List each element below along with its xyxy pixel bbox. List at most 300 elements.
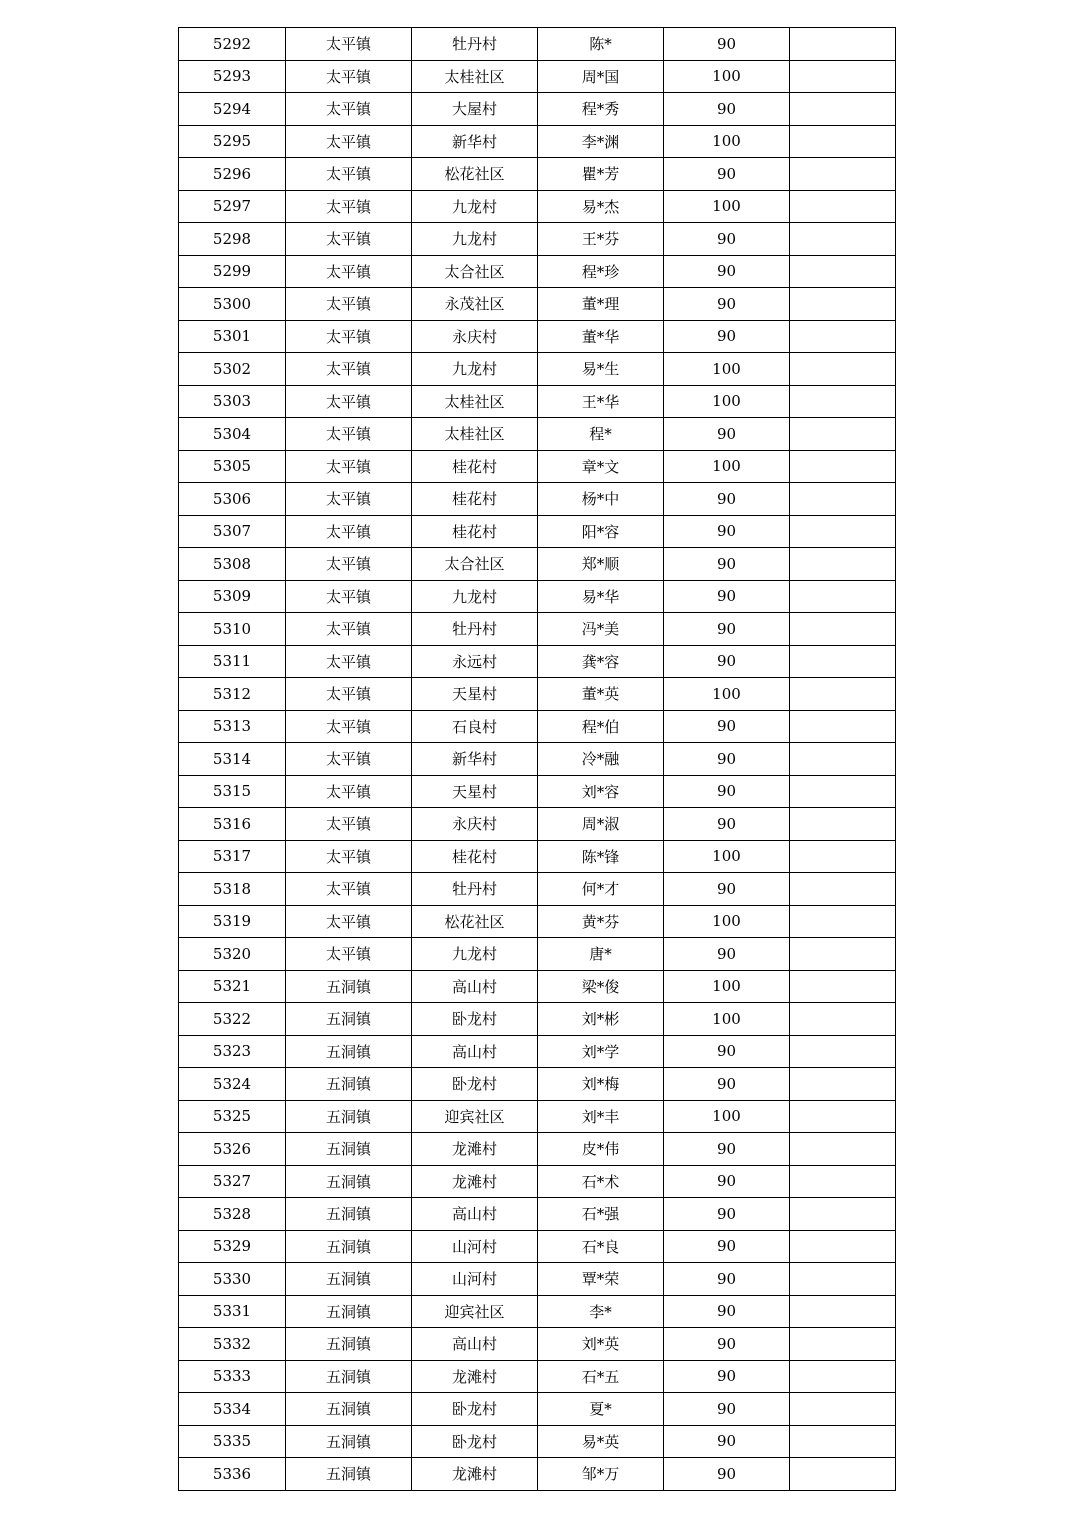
amount-cell: 90 <box>664 580 790 613</box>
amount-cell: 90 <box>664 873 790 906</box>
amount-cell: 90 <box>664 255 790 288</box>
amount-cell: 90 <box>664 1133 790 1166</box>
serial-number-cell: 5297 <box>179 190 286 223</box>
amount-cell: 90 <box>664 320 790 353</box>
town-cell: 太平镇 <box>286 28 412 61</box>
table-row <box>179 970 896 1003</box>
serial-number-cell: 5330 <box>179 1263 286 1296</box>
table-row <box>179 28 896 61</box>
serial-number-cell: 5324 <box>179 1068 286 1101</box>
remark-cell <box>790 1360 896 1393</box>
serial-number-cell: 5296 <box>179 158 286 191</box>
town-cell: 太平镇 <box>286 613 412 646</box>
remark-cell <box>790 1068 896 1101</box>
town-cell: 太平镇 <box>286 158 412 191</box>
name-cell: 梁*俊 <box>538 970 664 1003</box>
amount-cell: 90 <box>664 938 790 971</box>
amount-cell: 90 <box>664 1360 790 1393</box>
village-cell: 龙滩村 <box>412 1165 538 1198</box>
remark-cell <box>790 1198 896 1231</box>
table-row <box>179 288 896 321</box>
town-cell: 五洞镇 <box>286 1328 412 1361</box>
remark-cell <box>790 1133 896 1166</box>
serial-number-cell: 5323 <box>179 1035 286 1068</box>
amount-cell: 90 <box>664 515 790 548</box>
serial-number-cell: 5312 <box>179 678 286 711</box>
town-cell: 太平镇 <box>286 840 412 873</box>
town-cell: 太平镇 <box>286 645 412 678</box>
village-cell: 桂花村 <box>412 515 538 548</box>
village-cell: 永远村 <box>412 645 538 678</box>
remark-cell <box>790 613 896 646</box>
amount-cell: 90 <box>664 1068 790 1101</box>
town-cell: 太平镇 <box>286 93 412 126</box>
serial-number-cell: 5336 <box>179 1458 286 1491</box>
town-cell: 太平镇 <box>286 873 412 906</box>
village-cell: 高山村 <box>412 970 538 1003</box>
name-cell: 刘*容 <box>538 775 664 808</box>
table-row <box>179 678 896 711</box>
remark-cell <box>790 353 896 386</box>
remark-cell <box>790 1458 896 1491</box>
remark-cell <box>790 580 896 613</box>
remark-cell <box>790 483 896 516</box>
table-body <box>179 28 896 1491</box>
amount-cell: 90 <box>664 1035 790 1068</box>
town-cell: 五洞镇 <box>286 1295 412 1328</box>
town-cell: 太平镇 <box>286 320 412 353</box>
village-cell: 牡丹村 <box>412 613 538 646</box>
town-cell: 太平镇 <box>286 580 412 613</box>
name-cell: 易*英 <box>538 1425 664 1458</box>
amount-cell: 90 <box>664 548 790 581</box>
name-cell: 周*淑 <box>538 808 664 841</box>
remark-cell <box>790 775 896 808</box>
table-row <box>179 938 896 971</box>
name-cell: 刘*英 <box>538 1328 664 1361</box>
serial-number-cell: 5327 <box>179 1165 286 1198</box>
amount-cell: 90 <box>664 775 790 808</box>
village-cell: 天星村 <box>412 775 538 808</box>
name-cell: 郑*顺 <box>538 548 664 581</box>
amount-cell: 90 <box>664 1165 790 1198</box>
amount-cell: 90 <box>664 1230 790 1263</box>
amount-cell: 90 <box>664 1328 790 1361</box>
remark-cell <box>790 1263 896 1296</box>
town-cell: 五洞镇 <box>286 1068 412 1101</box>
amount-cell: 100 <box>664 450 790 483</box>
village-cell: 山河村 <box>412 1263 538 1296</box>
table-row <box>179 93 896 126</box>
amount-cell: 100 <box>664 125 790 158</box>
data-table <box>178 27 896 1491</box>
town-cell: 太平镇 <box>286 190 412 223</box>
table-row <box>179 580 896 613</box>
table-row <box>179 1263 896 1296</box>
table-row <box>179 840 896 873</box>
serial-number-cell: 5304 <box>179 418 286 451</box>
name-cell: 程*珍 <box>538 255 664 288</box>
amount-cell: 90 <box>664 1198 790 1231</box>
remark-cell <box>790 450 896 483</box>
remark-cell <box>790 678 896 711</box>
name-cell: 冷*融 <box>538 743 664 776</box>
remark-cell <box>790 808 896 841</box>
serial-number-cell: 5303 <box>179 385 286 418</box>
table-row <box>179 1100 896 1133</box>
name-cell: 夏* <box>538 1393 664 1426</box>
serial-number-cell: 5317 <box>179 840 286 873</box>
town-cell: 太平镇 <box>286 223 412 256</box>
town-cell: 太平镇 <box>286 450 412 483</box>
table-row <box>179 483 896 516</box>
town-cell: 五洞镇 <box>286 1003 412 1036</box>
amount-cell: 100 <box>664 190 790 223</box>
remark-cell <box>790 1295 896 1328</box>
name-cell: 程*伯 <box>538 710 664 743</box>
village-cell: 桂花村 <box>412 450 538 483</box>
table-row <box>179 775 896 808</box>
village-cell: 迎宾社区 <box>412 1100 538 1133</box>
table-row <box>179 353 896 386</box>
amount-cell: 90 <box>664 223 790 256</box>
town-cell: 太平镇 <box>286 743 412 776</box>
village-cell: 石良村 <box>412 710 538 743</box>
name-cell: 李* <box>538 1295 664 1328</box>
town-cell: 五洞镇 <box>286 1230 412 1263</box>
town-cell: 太平镇 <box>286 418 412 451</box>
table-row <box>179 905 896 938</box>
name-cell: 黄*芬 <box>538 905 664 938</box>
town-cell: 五洞镇 <box>286 1263 412 1296</box>
serial-number-cell: 5314 <box>179 743 286 776</box>
village-cell: 永庆村 <box>412 808 538 841</box>
village-cell: 卧龙村 <box>412 1393 538 1426</box>
table-row <box>179 418 896 451</box>
village-cell: 牡丹村 <box>412 873 538 906</box>
amount-cell: 100 <box>664 840 790 873</box>
serial-number-cell: 5302 <box>179 353 286 386</box>
amount-cell: 100 <box>664 1003 790 1036</box>
town-cell: 太平镇 <box>286 255 412 288</box>
table-row <box>179 1458 896 1491</box>
table-row <box>179 1035 896 1068</box>
town-cell: 太平镇 <box>286 905 412 938</box>
amount-cell: 100 <box>664 1100 790 1133</box>
table-row <box>179 450 896 483</box>
amount-cell: 100 <box>664 678 790 711</box>
serial-number-cell: 5320 <box>179 938 286 971</box>
amount-cell: 90 <box>664 28 790 61</box>
serial-number-cell: 5293 <box>179 60 286 93</box>
table-row <box>179 320 896 353</box>
serial-number-cell: 5308 <box>179 548 286 581</box>
name-cell: 程* <box>538 418 664 451</box>
name-cell: 周*国 <box>538 60 664 93</box>
village-cell: 太桂社区 <box>412 385 538 418</box>
remark-cell <box>790 710 896 743</box>
name-cell: 石*良 <box>538 1230 664 1263</box>
village-cell: 迎宾社区 <box>412 1295 538 1328</box>
table-row <box>179 1328 896 1361</box>
remark-cell <box>790 125 896 158</box>
amount-cell: 100 <box>664 385 790 418</box>
name-cell: 杨*中 <box>538 483 664 516</box>
serial-number-cell: 5322 <box>179 1003 286 1036</box>
amount-cell: 90 <box>664 1295 790 1328</box>
remark-cell <box>790 905 896 938</box>
town-cell: 太平镇 <box>286 385 412 418</box>
name-cell: 易*华 <box>538 580 664 613</box>
name-cell: 刘*学 <box>538 1035 664 1068</box>
town-cell: 五洞镇 <box>286 1100 412 1133</box>
remark-cell <box>790 288 896 321</box>
amount-cell: 90 <box>664 288 790 321</box>
amount-cell: 90 <box>664 483 790 516</box>
amount-cell: 100 <box>664 970 790 1003</box>
serial-number-cell: 5298 <box>179 223 286 256</box>
remark-cell <box>790 1100 896 1133</box>
name-cell: 王*芬 <box>538 223 664 256</box>
village-cell: 太合社区 <box>412 548 538 581</box>
serial-number-cell: 5300 <box>179 288 286 321</box>
remark-cell <box>790 970 896 1003</box>
town-cell: 太平镇 <box>286 353 412 386</box>
table-row <box>179 808 896 841</box>
name-cell: 覃*荣 <box>538 1263 664 1296</box>
name-cell: 刘*梅 <box>538 1068 664 1101</box>
village-cell: 大屋村 <box>412 93 538 126</box>
village-cell: 卧龙村 <box>412 1425 538 1458</box>
town-cell: 五洞镇 <box>286 1360 412 1393</box>
serial-number-cell: 5306 <box>179 483 286 516</box>
village-cell: 太桂社区 <box>412 418 538 451</box>
serial-number-cell: 5309 <box>179 580 286 613</box>
table-row <box>179 743 896 776</box>
serial-number-cell: 5319 <box>179 905 286 938</box>
remark-cell <box>790 1230 896 1263</box>
amount-cell: 90 <box>664 1425 790 1458</box>
amount-cell: 90 <box>664 808 790 841</box>
table-row <box>179 515 896 548</box>
remark-cell <box>790 93 896 126</box>
village-cell: 九龙村 <box>412 223 538 256</box>
village-cell: 松花社区 <box>412 158 538 191</box>
village-cell: 山河村 <box>412 1230 538 1263</box>
table-row <box>179 710 896 743</box>
serial-number-cell: 5315 <box>179 775 286 808</box>
name-cell: 皮*伟 <box>538 1133 664 1166</box>
serial-number-cell: 5326 <box>179 1133 286 1166</box>
name-cell: 董*华 <box>538 320 664 353</box>
remark-cell <box>790 743 896 776</box>
table-row <box>179 1360 896 1393</box>
amount-cell: 90 <box>664 1263 790 1296</box>
serial-number-cell: 5310 <box>179 613 286 646</box>
name-cell: 陈*锋 <box>538 840 664 873</box>
amount-cell: 90 <box>664 613 790 646</box>
name-cell: 程*秀 <box>538 93 664 126</box>
remark-cell <box>790 1425 896 1458</box>
amount-cell: 90 <box>664 645 790 678</box>
table-row <box>179 1295 896 1328</box>
remark-cell <box>790 515 896 548</box>
table-row <box>179 1165 896 1198</box>
serial-number-cell: 5331 <box>179 1295 286 1328</box>
remark-cell <box>790 645 896 678</box>
remark-cell <box>790 938 896 971</box>
remark-cell <box>790 1328 896 1361</box>
amount-cell: 90 <box>664 743 790 776</box>
name-cell: 章*文 <box>538 450 664 483</box>
name-cell: 易*杰 <box>538 190 664 223</box>
table-row <box>179 1068 896 1101</box>
table-row <box>179 158 896 191</box>
town-cell: 太平镇 <box>286 125 412 158</box>
table-row <box>179 1198 896 1231</box>
town-cell: 五洞镇 <box>286 1425 412 1458</box>
village-cell: 天星村 <box>412 678 538 711</box>
name-cell: 刘*彬 <box>538 1003 664 1036</box>
village-cell: 龙滩村 <box>412 1133 538 1166</box>
village-cell: 龙滩村 <box>412 1360 538 1393</box>
table-row <box>179 1393 896 1426</box>
village-cell: 太桂社区 <box>412 60 538 93</box>
town-cell: 太平镇 <box>286 288 412 321</box>
table-row <box>179 548 896 581</box>
serial-number-cell: 5295 <box>179 125 286 158</box>
serial-number-cell: 5299 <box>179 255 286 288</box>
name-cell: 何*才 <box>538 873 664 906</box>
table-row <box>179 385 896 418</box>
name-cell: 刘*丰 <box>538 1100 664 1133</box>
remark-cell <box>790 1165 896 1198</box>
amount-cell: 100 <box>664 60 790 93</box>
village-cell: 太合社区 <box>412 255 538 288</box>
town-cell: 太平镇 <box>286 678 412 711</box>
town-cell: 太平镇 <box>286 775 412 808</box>
remark-cell <box>790 1393 896 1426</box>
serial-number-cell: 5292 <box>179 28 286 61</box>
town-cell: 五洞镇 <box>286 970 412 1003</box>
village-cell: 高山村 <box>412 1328 538 1361</box>
remark-cell <box>790 158 896 191</box>
table-row <box>179 1230 896 1263</box>
town-cell: 太平镇 <box>286 808 412 841</box>
town-cell: 五洞镇 <box>286 1393 412 1426</box>
amount-cell: 100 <box>664 905 790 938</box>
town-cell: 五洞镇 <box>286 1458 412 1491</box>
table-row <box>179 1425 896 1458</box>
village-cell: 九龙村 <box>412 580 538 613</box>
serial-number-cell: 5305 <box>179 450 286 483</box>
village-cell: 新华村 <box>412 743 538 776</box>
name-cell: 董*英 <box>538 678 664 711</box>
village-cell: 卧龙村 <box>412 1068 538 1101</box>
village-cell: 永茂社区 <box>412 288 538 321</box>
village-cell: 卧龙村 <box>412 1003 538 1036</box>
village-cell: 松花社区 <box>412 905 538 938</box>
name-cell: 唐* <box>538 938 664 971</box>
serial-number-cell: 5294 <box>179 93 286 126</box>
serial-number-cell: 5321 <box>179 970 286 1003</box>
name-cell: 石*强 <box>538 1198 664 1231</box>
village-cell: 九龙村 <box>412 353 538 386</box>
village-cell: 牡丹村 <box>412 28 538 61</box>
town-cell: 太平镇 <box>286 710 412 743</box>
village-cell: 高山村 <box>412 1198 538 1231</box>
amount-cell: 90 <box>664 93 790 126</box>
serial-number-cell: 5301 <box>179 320 286 353</box>
town-cell: 五洞镇 <box>286 1198 412 1231</box>
town-cell: 太平镇 <box>286 548 412 581</box>
remark-cell <box>790 320 896 353</box>
table-row <box>179 60 896 93</box>
table-row <box>179 255 896 288</box>
remark-cell <box>790 418 896 451</box>
name-cell: 龚*容 <box>538 645 664 678</box>
amount-cell: 90 <box>664 710 790 743</box>
town-cell: 五洞镇 <box>286 1165 412 1198</box>
name-cell: 董*理 <box>538 288 664 321</box>
name-cell: 石*五 <box>538 1360 664 1393</box>
name-cell: 阳*容 <box>538 515 664 548</box>
amount-cell: 90 <box>664 158 790 191</box>
name-cell: 王*华 <box>538 385 664 418</box>
village-cell: 龙滩村 <box>412 1458 538 1491</box>
remark-cell <box>790 223 896 256</box>
table-row <box>179 223 896 256</box>
town-cell: 太平镇 <box>286 483 412 516</box>
town-cell: 五洞镇 <box>286 1133 412 1166</box>
table-row <box>179 645 896 678</box>
remark-cell <box>790 873 896 906</box>
table-row <box>179 190 896 223</box>
village-cell: 桂花村 <box>412 483 538 516</box>
serial-number-cell: 5325 <box>179 1100 286 1133</box>
table-row <box>179 125 896 158</box>
serial-number-cell: 5333 <box>179 1360 286 1393</box>
serial-number-cell: 5332 <box>179 1328 286 1361</box>
village-cell: 九龙村 <box>412 190 538 223</box>
serial-number-cell: 5318 <box>179 873 286 906</box>
remark-cell <box>790 840 896 873</box>
village-cell: 九龙村 <box>412 938 538 971</box>
remark-cell <box>790 548 896 581</box>
remark-cell <box>790 1035 896 1068</box>
village-cell: 永庆村 <box>412 320 538 353</box>
amount-cell: 100 <box>664 353 790 386</box>
village-cell: 新华村 <box>412 125 538 158</box>
table-row <box>179 873 896 906</box>
amount-cell: 90 <box>664 418 790 451</box>
serial-number-cell: 5313 <box>179 710 286 743</box>
remark-cell <box>790 385 896 418</box>
name-cell: 邹*万 <box>538 1458 664 1491</box>
name-cell: 冯*美 <box>538 613 664 646</box>
remark-cell <box>790 1003 896 1036</box>
name-cell: 李*渊 <box>538 125 664 158</box>
name-cell: 陈* <box>538 28 664 61</box>
town-cell: 太平镇 <box>286 515 412 548</box>
table-row <box>179 613 896 646</box>
name-cell: 瞿*芳 <box>538 158 664 191</box>
town-cell: 太平镇 <box>286 938 412 971</box>
town-cell: 五洞镇 <box>286 1035 412 1068</box>
table-row <box>179 1133 896 1166</box>
amount-cell: 90 <box>664 1458 790 1491</box>
serial-number-cell: 5329 <box>179 1230 286 1263</box>
